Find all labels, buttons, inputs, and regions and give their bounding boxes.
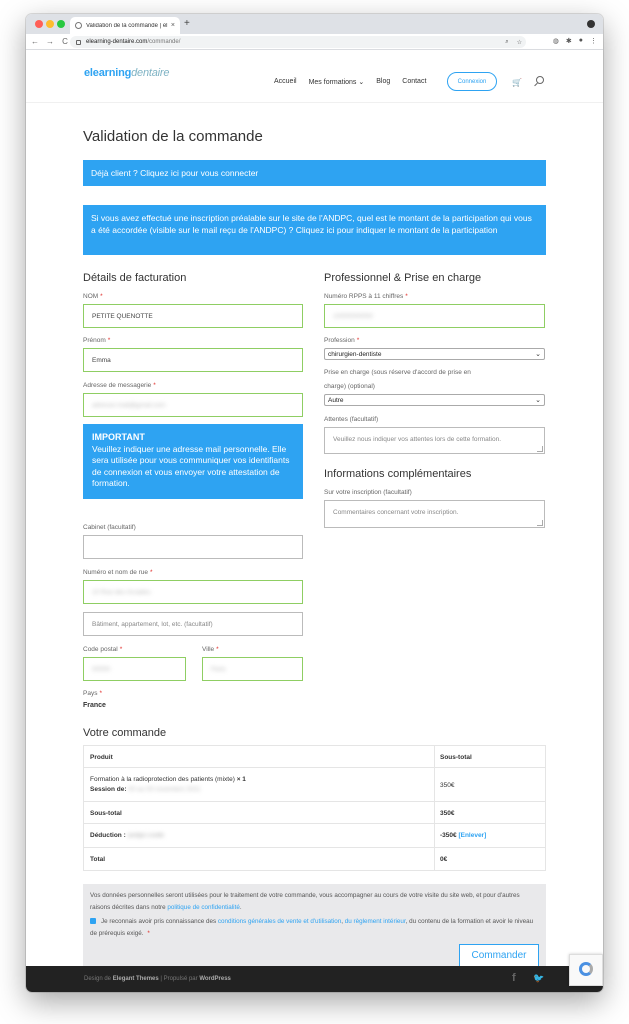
bookmark-star-icon[interactable]: ☆: [516, 40, 522, 46]
rue-value: 10 Rue des Arcades: [92, 588, 151, 596]
table-row: [84, 768, 545, 802]
email-label: Adresse de messagerie *: [83, 382, 156, 389]
puzzle-icon[interactable]: ✱: [565, 38, 572, 45]
site-footer: [26, 966, 603, 992]
chevron-down-icon: ⌄: [535, 351, 541, 358]
facebook-icon[interactable]: f: [512, 972, 516, 984]
cabinet-input[interactable]: [83, 535, 303, 559]
zoom-icon[interactable]: ⌕: [505, 39, 509, 45]
prise-label-line1: Prise en charge (sous réserve d'accord de prise en: [324, 369, 471, 376]
login-notice[interactable]: Déjà client ? Cliquez ici pour vous connecter: [83, 160, 546, 186]
deduction-value: -350€ [Enlever]: [440, 832, 487, 839]
table-header-row: [84, 746, 545, 768]
reglement-link[interactable]: du règlement intérieur: [344, 918, 406, 925]
back-button[interactable]: ←: [31, 37, 39, 46]
order-table: [83, 745, 546, 871]
main-menu: [274, 78, 438, 86]
subtotal-row: [84, 802, 545, 824]
important-notice: [83, 424, 303, 499]
prise-select[interactable]: Autre ⌄: [324, 394, 545, 406]
close-window-icon[interactable]: [35, 20, 43, 28]
maximize-window-icon[interactable]: [57, 20, 65, 28]
minimize-window-icon[interactable]: [46, 20, 54, 28]
ville-input[interactable]: [202, 657, 303, 681]
menu-item-blog[interactable]: Blog: [376, 78, 391, 85]
professional-title: Professionnel & Prise en charge: [324, 272, 482, 284]
product-price: 350€: [440, 782, 455, 789]
menu-item-accueil[interactable]: Accueil: [274, 78, 297, 85]
reload-button[interactable]: C: [62, 37, 68, 46]
col-product-header: Produit: [90, 754, 113, 761]
extension-icon[interactable]: ◍: [552, 38, 559, 45]
url-field[interactable]: [70, 36, 526, 48]
wordpress-link[interactable]: WordPress: [199, 976, 231, 982]
subtotal-label: Sous-total: [90, 810, 122, 817]
deduction-label: Déduction : andpc-code: [90, 832, 165, 839]
rpps-value: 10000000000: [333, 312, 373, 320]
twitter-icon[interactable]: 🐦: [533, 973, 545, 983]
cart-icon[interactable]: 🛒: [512, 78, 522, 87]
browser-menu-icon[interactable]: [587, 20, 595, 28]
tab-close-icon[interactable]: ×: [170, 22, 175, 29]
prenom-label: Prénom *: [83, 337, 111, 344]
product-name: Formation à la radioprotection des patients (mixte) × 1: [90, 776, 246, 783]
important-text: Veuillez indiquer une adresse mail personnelle. Elle sera utilisée pour vous communiquer vos identifiants de connexion et vous envoyer votre attestation de formation.: [92, 443, 290, 488]
favicon-icon: [75, 22, 82, 29]
rue2-input[interactable]: [83, 612, 303, 636]
rpps-label: Numéro RPPS à 11 chiffres *: [324, 293, 408, 300]
ville-label: Ville *: [202, 646, 219, 653]
cp-input[interactable]: [83, 657, 186, 681]
cp-label: Code postal *: [83, 646, 123, 653]
kebab-menu-icon[interactable]: ⋮: [590, 38, 597, 45]
rpps-input[interactable]: [324, 304, 545, 328]
menu-item-mes-formations[interactable]: Mes formations ⌄: [308, 79, 365, 86]
profession-label: Profession *: [324, 337, 360, 344]
browser-tab[interactable]: [70, 17, 180, 34]
total-value: 0€: [440, 856, 448, 863]
ville-value: Paris: [211, 665, 226, 673]
deduction-row: [84, 824, 545, 848]
email-input[interactable]: [83, 393, 303, 417]
chevron-down-icon: ⌄: [535, 397, 541, 404]
profile-icon[interactable]: ●: [578, 37, 583, 44]
tab-bar: [26, 14, 603, 34]
andpc-notice[interactable]: Si vous avez effectué une inscription préalable sur le site de l'ANDPC, quel est le montant de la participation qui vous a été accordée (visible sur le mail reçu de l'ANDPC) ? Cliquez ici pour indiquer le montant de la participation: [83, 205, 546, 255]
nom-label: NOM *: [83, 293, 103, 300]
search-icon[interactable]: [536, 76, 544, 84]
rue-input[interactable]: [83, 580, 303, 604]
attentes-label: Attentes (facultatif): [324, 416, 379, 423]
address-bar: [26, 34, 603, 50]
inscription-textarea[interactable]: Commentaires concernant votre inscription.: [324, 500, 545, 528]
cp-value: 00000: [92, 665, 111, 673]
session-line: Session de: 00 au 00 novembre 2021: [90, 786, 201, 793]
pays-label: Pays *: [83, 690, 102, 697]
cabinet-label: Cabinet (facultatif): [83, 524, 136, 531]
col-subtotal-header: Sous-total: [440, 754, 472, 761]
url-host: elearning-dentaire.com: [86, 39, 148, 45]
order-title: Votre commande: [83, 727, 167, 739]
login-button[interactable]: Connexion: [447, 72, 497, 91]
footer-credits: Design de Elegant Themes | Propulsé par WordPress: [84, 976, 231, 982]
site-logo[interactable]: elearningdentaire: [84, 67, 170, 79]
cgv-link[interactable]: conditions générales de vente et d'utilisation: [217, 918, 342, 925]
site-header: [26, 50, 603, 102]
accept-terms: Je reconnais avoir pris connaissance des conditions générales de vente et d'utilisation, du règlement intérieur, du contenu de la formation et avoir le niveau de prérequis exigé. *: [90, 918, 534, 937]
profession-select[interactable]: chirurgien-dentiste ⌄: [324, 348, 545, 360]
accept-terms-checkbox[interactable]: [90, 918, 96, 924]
subtotal-value: 350€: [440, 810, 455, 817]
rue-label: Numéro et nom de rue *: [83, 569, 153, 576]
prise-label-line2: charge) (optional): [324, 383, 375, 390]
info-title: Informations complémentaires: [324, 468, 472, 480]
important-title: IMPORTANT: [92, 432, 145, 442]
terms-box: [83, 884, 546, 976]
recaptcha-icon: [579, 962, 593, 976]
total-label: Total: [90, 856, 106, 863]
menu-item-contact[interactable]: Contact: [402, 78, 427, 85]
billing-title: Détails de facturation: [83, 272, 187, 284]
email-value: adresse-mail@gmail.com: [92, 401, 166, 409]
url-path: /commande/: [147, 39, 181, 45]
pays-value: France: [83, 702, 106, 709]
new-tab-button[interactable]: +: [184, 18, 190, 29]
tab-title: Validation de la commande | el: [86, 22, 168, 29]
inscription-label: Sur votre inscription (facultatif): [324, 489, 412, 496]
page-title: Validation de la commande: [83, 128, 263, 145]
recaptcha-badge[interactable]: [569, 954, 603, 986]
elegant-themes-link[interactable]: Elegant Themes: [112, 976, 159, 982]
privacy-policy-link[interactable]: politique de confidentialité: [167, 904, 240, 911]
attentes-textarea[interactable]: Veuillez nous indiquer vos attentes lors de cette formation.: [324, 427, 545, 454]
browser-window: [26, 14, 603, 992]
forward-button[interactable]: →: [46, 37, 54, 46]
rue2-placeholder: Bâtiment, appartement, lot, etc. (facultatif): [92, 620, 213, 628]
prenom-input[interactable]: Emma: [83, 348, 303, 372]
lock-icon: [76, 40, 81, 45]
place-order-button[interactable]: Commander: [459, 944, 539, 968]
privacy-text: Vos données personnelles seront utilisées pour le traitement de votre commande, vous accompagner au cours de votre visite du site web, et pour d'autres raisons décrites dans notre politique de confidentialité.: [90, 892, 520, 911]
nom-input[interactable]: PETITE QUENOTTE: [83, 304, 303, 328]
remove-coupon-link[interactable]: [Enlever]: [458, 832, 487, 839]
total-row: [84, 848, 545, 870]
